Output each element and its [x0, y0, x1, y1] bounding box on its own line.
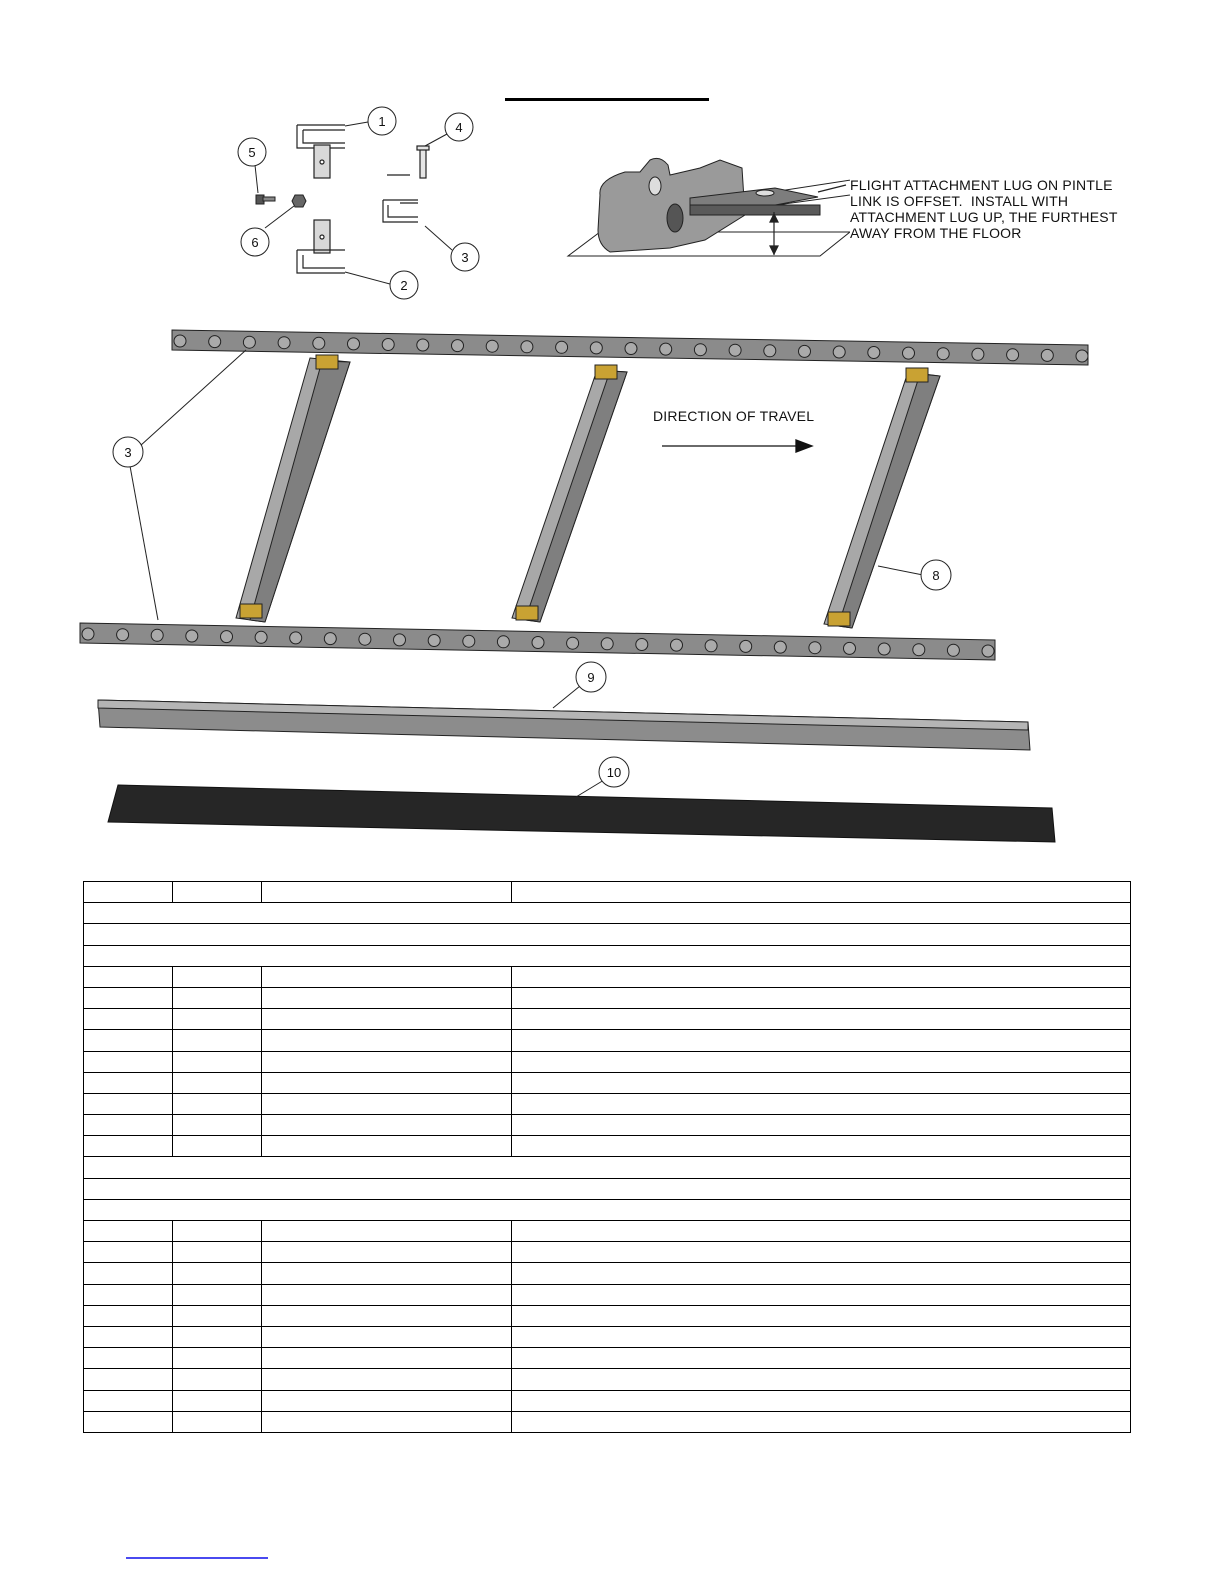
table-cell: [173, 1326, 262, 1347]
bottom-chain-roller: [82, 628, 94, 640]
balloon-8-label: 8: [932, 568, 940, 583]
bottom-chain-roller: [878, 643, 890, 655]
bottom-chain-roller: [844, 642, 856, 654]
table-cell: [84, 1093, 173, 1114]
table-cell: [173, 987, 262, 1008]
top-chain-roller: [903, 347, 915, 359]
table-cell: [512, 1136, 1131, 1157]
pintle-link-detail: [560, 150, 850, 265]
top-chain-roller: [452, 340, 464, 352]
top-chain-roller: [313, 337, 325, 349]
table-row: [84, 1136, 1131, 1157]
bolt-part-5: [256, 195, 275, 204]
table-row: [84, 1305, 1131, 1326]
table-cell: [84, 1242, 173, 1263]
top-chain-roller: [937, 348, 949, 360]
table-section-cell: [84, 1157, 1131, 1178]
table-cell: [84, 1115, 173, 1136]
table-section-cell: [84, 924, 1131, 945]
direction-arrow: [662, 440, 812, 452]
table-row: [84, 1390, 1131, 1411]
table-cell: [84, 1221, 173, 1242]
top-chain-roller: [1041, 349, 1053, 361]
table-cell: [262, 1115, 512, 1136]
bottom-chain-roller: [186, 630, 198, 642]
top-chain-roller: [209, 336, 221, 348]
wear-bar-part-9: [98, 700, 1030, 750]
table-cell: [262, 1263, 512, 1284]
table-row: [84, 966, 1131, 987]
table-row: [84, 924, 1131, 945]
table-cell: [84, 1284, 173, 1305]
table-cell: [173, 1115, 262, 1136]
balloon-3-label: 3: [461, 250, 469, 265]
bottom-chain: [80, 623, 995, 660]
table-section-cell: [84, 945, 1131, 966]
balloon-3-assembly-label: 3: [124, 445, 132, 460]
top-chain-roller: [660, 343, 672, 355]
table-cell: [512, 987, 1131, 1008]
table-row: [84, 1178, 1131, 1199]
table-section-cell: [84, 1178, 1131, 1199]
table-cell: [262, 1348, 512, 1369]
page-title-underline: [505, 98, 709, 101]
table-row: [84, 1030, 1131, 1051]
balloon-5-label: 5: [248, 145, 256, 160]
table-row: [84, 945, 1131, 966]
table-cell: [512, 1305, 1131, 1326]
balloon-1-label: 1: [378, 114, 386, 129]
table-cell: [512, 1284, 1131, 1305]
balloon-2-label: 2: [400, 278, 408, 293]
table-cell: [173, 1136, 262, 1157]
table-row: [84, 1263, 1131, 1284]
table-cell: [262, 1009, 512, 1030]
table-cell: [173, 1390, 262, 1411]
table-cell: [84, 1369, 173, 1390]
table-cell: [512, 882, 1131, 903]
table-row: [84, 1072, 1131, 1093]
clip-part-3: [383, 200, 418, 222]
parts-table: [83, 881, 1131, 1433]
table-cell: [173, 882, 262, 903]
table-cell: [262, 1072, 512, 1093]
table-row: [84, 1115, 1131, 1136]
balloon-10-label: 10: [606, 765, 622, 780]
top-chain-roller: [868, 347, 880, 359]
table-row: [84, 1051, 1131, 1072]
table-cell: [512, 1242, 1131, 1263]
bottom-chain-roller: [809, 642, 821, 654]
balloon-9-label: 9: [587, 670, 595, 685]
top-chain-roller: [417, 339, 429, 351]
table-cell: [262, 1242, 512, 1263]
table-cell: [84, 966, 173, 987]
bottom-chain-roller: [567, 637, 579, 649]
top-chain-roller: [521, 341, 533, 353]
bottom-chain-roller: [705, 640, 717, 652]
table-cell: [512, 1390, 1131, 1411]
table-row: [84, 1093, 1131, 1114]
footer-link-underline: [126, 1557, 268, 1559]
table-cell: [173, 1221, 262, 1242]
bottom-chain-roller: [532, 637, 544, 649]
table-cell: [262, 966, 512, 987]
top-chain-roller: [972, 348, 984, 360]
offset-lug-note: FLIGHT ATTACHMENT LUG ON PINTLE LINK IS OFFSET. INSTALL WITH ATTACHMENT LUG UP, THE FURTHEST AWAY FROM THE FLOOR: [850, 177, 1118, 241]
table-row: [84, 1199, 1131, 1220]
table-cell: [512, 1009, 1131, 1030]
table-cell: [512, 1093, 1131, 1114]
top-chain-roller: [486, 340, 498, 352]
table-cell: [173, 1263, 262, 1284]
table-cell: [173, 1305, 262, 1326]
table-cell: [173, 1242, 262, 1263]
table-row: [84, 1009, 1131, 1030]
clip-part-1: [297, 125, 345, 178]
table-cell: [262, 1305, 512, 1326]
table-cell: [262, 1390, 512, 1411]
table-cell: [84, 1136, 173, 1157]
table-row: [84, 882, 1131, 903]
table-cell: [262, 1030, 512, 1051]
top-chain-roller: [348, 338, 360, 350]
top-chain-roller: [1007, 349, 1019, 361]
bottom-chain-roller: [774, 641, 786, 653]
flight-bars: [236, 355, 940, 628]
table-row: [84, 1348, 1131, 1369]
chain-assembly: [70, 310, 1100, 860]
top-chain-roller: [590, 342, 602, 354]
table-cell: [512, 1369, 1131, 1390]
top-chain-roller: [729, 344, 741, 356]
table-cell: [173, 1093, 262, 1114]
bottom-chain-roller: [221, 631, 233, 643]
table-cell: [84, 882, 173, 903]
table-cell: [262, 1411, 512, 1432]
table-cell: [512, 1030, 1131, 1051]
table-cell: [84, 1326, 173, 1347]
table-cell: [84, 1030, 173, 1051]
bottom-chain-roller: [255, 631, 267, 643]
table-cell: [512, 1051, 1131, 1072]
table-row: [84, 1411, 1131, 1432]
table-cell: [173, 1369, 262, 1390]
hardware-exploded-view: [230, 105, 490, 305]
top-chain-roller: [243, 336, 255, 348]
bottom-chain-roller: [463, 635, 475, 647]
table-cell: [512, 1348, 1131, 1369]
table-cell: [173, 1284, 262, 1305]
table-cell: [262, 1136, 512, 1157]
table-cell: [173, 1051, 262, 1072]
table-row: [84, 1221, 1131, 1242]
table-cell: [84, 1009, 173, 1030]
bottom-chain-roller: [601, 638, 613, 650]
bottom-chain-roller: [740, 640, 752, 652]
bottom-chain-roller: [151, 629, 163, 641]
direction-of-travel-label: DIRECTION OF TRAVEL: [653, 408, 815, 424]
table-cell: [262, 1284, 512, 1305]
bottom-chain-roller: [671, 639, 683, 651]
table-cell: [512, 1115, 1131, 1136]
bottom-chain-roller: [324, 633, 336, 645]
table-cell: [173, 1348, 262, 1369]
bottom-chain-roller: [497, 636, 509, 648]
table-row: [84, 1284, 1131, 1305]
table-row: [84, 903, 1131, 924]
top-chain-roller: [694, 344, 706, 356]
table-cell: [512, 1221, 1131, 1242]
table-cell: [173, 1030, 262, 1051]
table-cell: [173, 1411, 262, 1432]
table-cell: [262, 882, 512, 903]
table-cell: [512, 966, 1131, 987]
top-chain-roller: [556, 341, 568, 353]
top-chain-roller: [382, 339, 394, 351]
table-section-cell: [84, 1199, 1131, 1220]
bottom-chain-roller: [947, 644, 959, 656]
table-row: [84, 1326, 1131, 1347]
pin-part-4: [387, 146, 429, 178]
bottom-chain-roller: [636, 639, 648, 651]
table-cell: [262, 1326, 512, 1347]
table-cell: [84, 987, 173, 1008]
table-cell: [84, 1051, 173, 1072]
table-cell: [262, 1093, 512, 1114]
top-chain-roller: [174, 335, 186, 347]
table-cell: [512, 1263, 1131, 1284]
table-cell: [84, 1348, 173, 1369]
top-chain-roller: [625, 343, 637, 355]
bottom-chain-roller: [982, 645, 994, 657]
table-cell: [262, 1051, 512, 1072]
bottom-chain-roller: [394, 634, 406, 646]
table-cell: [173, 966, 262, 987]
table-cell: [84, 1072, 173, 1093]
nut-part-6: [292, 195, 306, 207]
balloon-6-label: 6: [251, 235, 259, 250]
table-cell: [173, 1072, 262, 1093]
table-cell: [512, 1072, 1131, 1093]
bottom-chain-roller: [290, 632, 302, 644]
table-cell: [84, 1305, 173, 1326]
top-chain-roller: [799, 345, 811, 357]
table-cell: [262, 1221, 512, 1242]
table-row: [84, 1242, 1131, 1263]
table-cell: [512, 1326, 1131, 1347]
table-cell: [512, 1411, 1131, 1432]
table-section-cell: [84, 903, 1131, 924]
table-row: [84, 1157, 1131, 1178]
bottom-chain-roller: [117, 629, 129, 641]
table-row: [84, 987, 1131, 1008]
table-cell: [84, 1390, 173, 1411]
table-cell: [262, 987, 512, 1008]
top-chain-roller: [1076, 350, 1088, 362]
top-chain-roller: [278, 337, 290, 349]
bottom-chain-roller: [428, 635, 440, 647]
table-cell: [262, 1369, 512, 1390]
table-cell: [84, 1411, 173, 1432]
table-row: [84, 1369, 1131, 1390]
bottom-chain-roller: [913, 644, 925, 656]
top-chain-roller: [833, 346, 845, 358]
clip-part-2: [297, 220, 345, 273]
table-cell: [84, 1263, 173, 1284]
top-chain-roller: [764, 345, 776, 357]
table-cell: [173, 1009, 262, 1030]
balloon-4-label: 4: [455, 120, 463, 135]
bottom-chain-roller: [359, 633, 371, 645]
